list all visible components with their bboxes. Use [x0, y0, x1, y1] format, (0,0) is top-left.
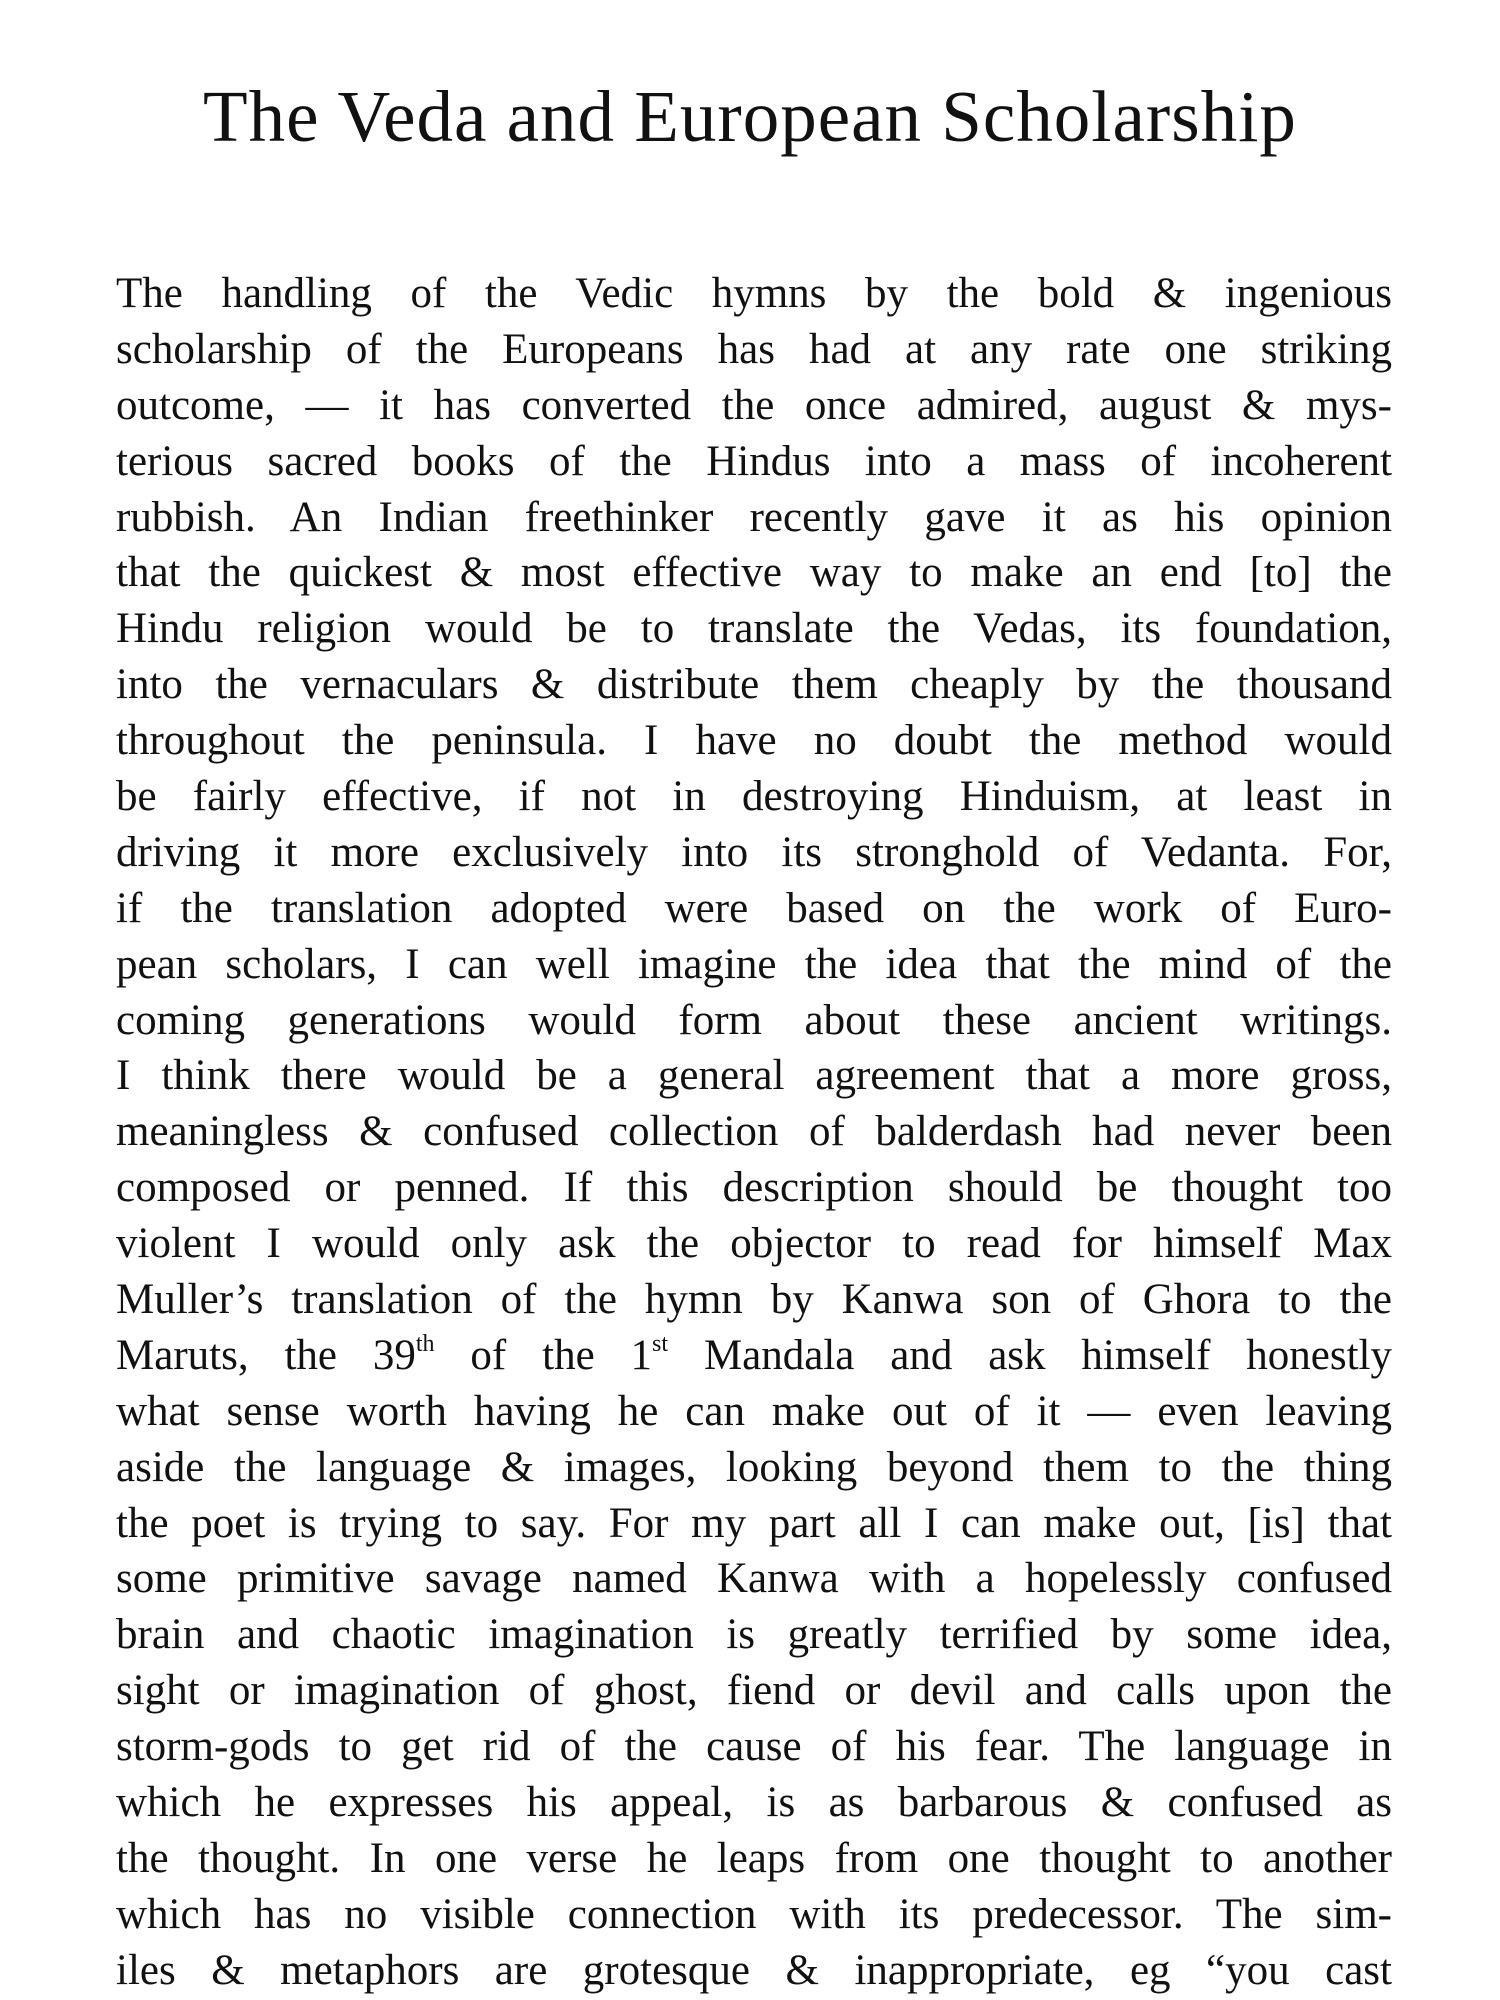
text-line: some primitive savage named Kanwa with a hopelessly confused [116, 1555, 1392, 1603]
text-line: Muller’s translation of the hymn by Kanwa son of Ghora to the [116, 1276, 1392, 1324]
text-line: the poet is trying to say. For my part all I can make out, [is] that [116, 1499, 1392, 1547]
body-paragraph [116, 266, 1392, 1999]
text-line: pean scholars, I can well imagine the idea that the mind of the [116, 940, 1392, 988]
maruts-text-before: Maruts, the 39 [116, 1331, 416, 1379]
page-title: The Veda and European Scholarship [203, 76, 1297, 157]
text-line: composed or penned. If this description should be thought too [116, 1164, 1392, 1212]
text-line: scholarship of the Europeans has had at any rate one striking [116, 325, 1392, 373]
text-line: driving it more exclusively into its stronghold of Vedanta. For, [116, 828, 1392, 876]
text-line: The handling of the Vedic hymns by the bold & ingenious [116, 270, 1392, 317]
text-line-maruts [116, 1328, 1392, 1384]
text-line: sight or imagination of ghost, fiend or devil and calls upon the [116, 1667, 1392, 1715]
text-line: coming generations would form about these ancient writings. [116, 996, 1392, 1044]
text-line: if the translation adopted were based on the work of Euro- [116, 884, 1392, 932]
text-line: iles & metaphors are grotesque & inappropriate, eg “you cast [116, 1946, 1392, 1994]
text-line: brain and chaotic imagination is greatly terrified by some idea, [116, 1611, 1392, 1659]
text-line: storm-gods to get rid of the cause of his fear. The language in [116, 1723, 1392, 1771]
text-line: which he expresses his appeal, is as barbarous & confused as [116, 1779, 1392, 1827]
text-line: throughout the peninsula. I have no doubt the method would [116, 717, 1392, 765]
text-line: aside the language & images, looking beyond them to the thing [116, 1443, 1392, 1491]
text-line: which has no visible connection with its predecessor. The sim- [116, 1890, 1392, 1938]
ordinal-suffix: st [652, 1330, 669, 1357]
text-line: that the quickest & most effective way to make an end [to] the [116, 549, 1392, 597]
text-line: I think there would be a general agreement that a more gross, [116, 1052, 1392, 1100]
maruts-text-after: Mandala and ask himself honestly [668, 1331, 1392, 1379]
text-line: be fairly effective, if not in destroying Hinduism, at least in [116, 773, 1392, 821]
ordinal-suffix: th [415, 1330, 435, 1357]
text-line: terious sacred books of the Hindus into a mass of incoherent [116, 437, 1392, 485]
text-line: Hindu religion would be to translate the Vedas, its foundation, [116, 605, 1392, 653]
text-line: meaningless & confused collection of balderdash had never been [116, 1108, 1392, 1156]
maruts-text-middle: of the 1 [434, 1331, 653, 1379]
text-line: into the vernaculars & distribute them cheaply by the thousand [116, 661, 1392, 709]
text-line: what sense worth having he can make out of it — even leaving [116, 1387, 1392, 1435]
text-line: rubbish. An Indian freethinker recently gave it as his opinion [116, 493, 1392, 541]
text-line: outcome, — it has converted the once admired, august & mys- [116, 381, 1392, 429]
text-line: the thought. In one verse he leaps from one thought to another [116, 1834, 1392, 1882]
text-line: violent I would only ask the objector to read for himself Max [116, 1220, 1392, 1268]
